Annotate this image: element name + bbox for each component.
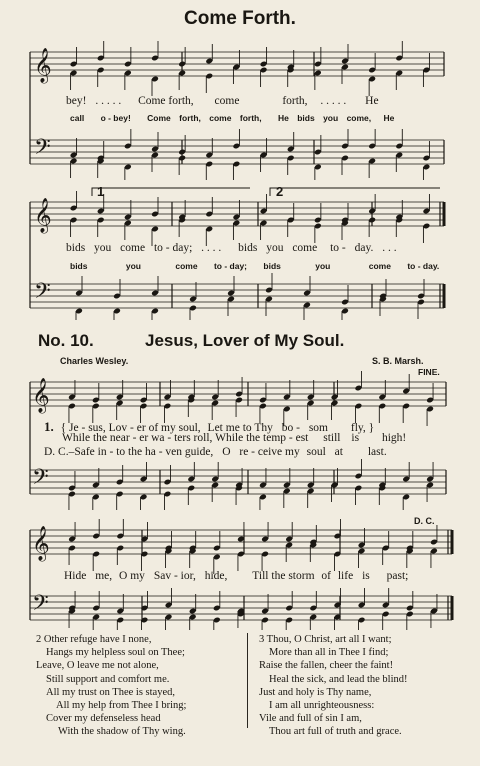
treble-staff-lines bbox=[30, 52, 444, 76]
volta-brackets bbox=[92, 188, 440, 196]
ending-1-label: 1 bbox=[97, 184, 105, 199]
dc-lyric-line: D. C.–Safe in - to the ha - ven guide, O re - ceive my soul at last. bbox=[44, 446, 387, 458]
verse-1-line-2: While the near - er wa - ters roll, While the temp - est still is high! bbox=[62, 432, 407, 444]
ending-2-label: 2 bbox=[276, 184, 284, 199]
lyric-line-bass: call o - bey! Come forth, come forth, He bids you come, He bbox=[70, 113, 395, 123]
fine-marking: FINE. bbox=[418, 367, 440, 377]
composer-credit: S. B. Marsh. bbox=[372, 356, 424, 366]
note-heads bbox=[70, 191, 431, 320]
treble-clef-icon: 𝄞 bbox=[34, 48, 52, 83]
bass-clef-icon: 𝄢 bbox=[34, 135, 51, 165]
hymn-title: Come Forth. bbox=[184, 8, 296, 29]
treble-clef-icon: 𝄞 bbox=[34, 198, 52, 233]
staff-notation bbox=[0, 0, 480, 180]
lyric-line: bids you come to - day; . . . . bids you come to - day. . . . bbox=[66, 242, 397, 254]
note-heads bbox=[70, 41, 431, 180]
music-system-1 bbox=[0, 0, 480, 180]
author-credit: Charles Wesley. bbox=[60, 356, 129, 366]
bass-clef-icon: 𝄢 bbox=[32, 465, 49, 495]
treble-clef-icon: 𝄞 bbox=[32, 526, 50, 561]
verse-3: 3 Thou, O Christ, art all I want; More than all in Thee I find; Raise the fallen, cheer the faint! Heal the sick, and lead the blind! Just and holy is Thy name, I am all unrighteousness: Vile and full of sin I am, Thou art full of truth and grace. bbox=[259, 634, 408, 738]
bass-clef-icon: 𝄢 bbox=[32, 591, 49, 621]
treble-clef-icon: 𝄞 bbox=[32, 378, 50, 413]
lyric-line: Hide me, O my Sav - ior, hide, Till the storm of life is past; bbox=[64, 570, 409, 582]
dc-marking: D. C. bbox=[414, 516, 435, 526]
lyric-line-bass: bids you come to - day; bids you come to - day. bbox=[70, 261, 440, 271]
lyric-line: bey! . . . . . Come forth, come forth, . . . . . He bbox=[66, 95, 379, 107]
hymn-number: No. 10. bbox=[38, 331, 94, 350]
column-divider bbox=[247, 633, 248, 728]
hymn-title: Jesus, Lover of My Soul. bbox=[145, 331, 345, 350]
verse-2: 2 Other refuge have I none, Hangs my helpless soul on Thee; Leave, O leave me not alone, Still support and comfort me. All my trust on Thee is stayed, All my help from Thee I bring; Cover my defenseless head With the shadow of Thy wing. bbox=[36, 634, 187, 738]
verse-1-line-1: 1. { Je - sus, Lov - er of my soul, Let me to Thy bo - som fly, } bbox=[44, 419, 375, 434]
bass-clef-icon: 𝄢 bbox=[34, 279, 51, 309]
